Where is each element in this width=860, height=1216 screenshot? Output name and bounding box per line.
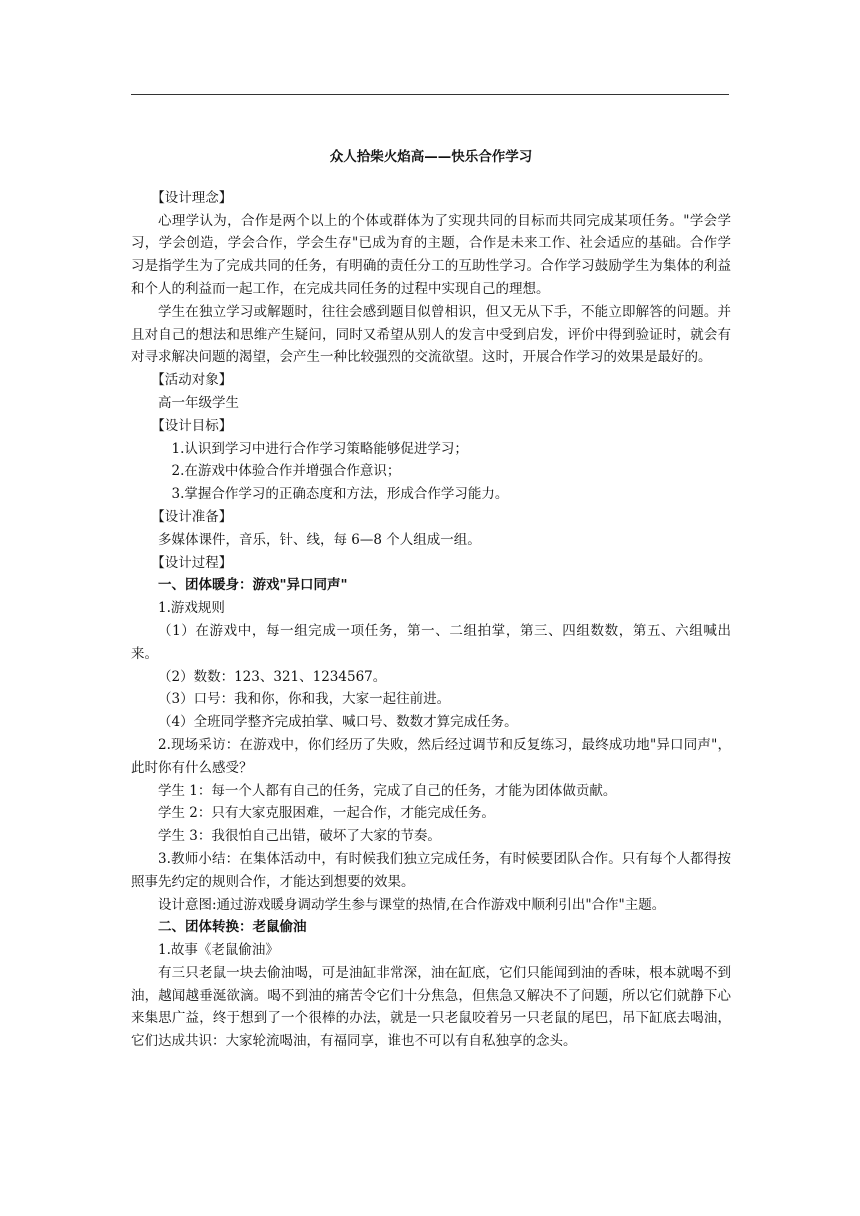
- prep-text: 多媒体课件，音乐，针、线，每 6—8 个人组成一组。: [158, 531, 481, 548]
- interview-text: 2.现场采访：在游戏中，你们经历了失败，然后经过调节和反复练习，最终成功地"异口同声"，此时你有什么感受？: [131, 736, 731, 776]
- story-heading: 1.故事《老鼠偷油》: [158, 942, 279, 959]
- rules-heading: 1.游戏规则: [158, 600, 225, 617]
- header-rule: [131, 94, 729, 95]
- rule-item: （2）数数：123、321、1234567。: [158, 668, 387, 685]
- rule-item: （3）口号：我和你，你和我，大家一起往前进。: [158, 691, 451, 708]
- teacher-summary: 3.教师小结：在集体活动中，有时候我们独立完成任务，有时候要团队合作。只有每个人都得按照事先约定的规则合作，才能达到想要的效果。: [131, 850, 731, 890]
- design-intent: 设计意图:通过游戏暖身调动学生参与课堂的热情,在合作游戏中顺利引出"合作"主题。: [158, 896, 666, 913]
- document-body: [131, 146, 731, 1053]
- rule-item: （4）全班同学整齐完成拍掌、喊口号、数数才算完成任务。: [158, 714, 518, 731]
- concept-heading: 【设计理念】: [151, 189, 233, 206]
- object-text: 高一年级学生: [158, 394, 239, 411]
- goal-item: 1.认识到学习中进行合作学习策略能够促进学习；: [171, 440, 468, 457]
- document-title: 众人拾柴火焰高——快乐合作学习: [329, 149, 533, 165]
- goal-item: 3.掌握合作学习的正确态度和方法，形成合作学习能力。: [171, 486, 509, 503]
- rule-item: （1）在游戏中，每一组完成一项任务，第一、二组拍掌，第三、四组数数，第五、六组喊出来。: [131, 622, 731, 662]
- goal-item: 2.在游戏中体验合作并增强合作意识；: [171, 463, 401, 480]
- student-response: 学生 1：每一个人都有自己的任务，完成了自己的任务，才能为团体做贡献。: [158, 782, 617, 799]
- part1-heading: 一、团体暖身：游戏"异口同声": [158, 577, 348, 594]
- concept-paragraph-1: 心理学认为，合作是两个以上的个体或群体为了实现共同的目标而共同完成某项任务。"学会学习，学会创造，学会合作，学会生存"已成为育的主题，合作是未来工作、社会适应的基础。合作学习是指学生为了完成共同的任务，有明确的责任分工的互助性学习。合作学习鼓励学生为集体的利益和个人的利益而一起工作，在完成共同任务的过程中实现自己的理想。: [131, 212, 731, 297]
- student-response: 学生 3：我很怕自己出错，破坏了大家的节奏。: [158, 828, 441, 845]
- goal-heading: 【设计目标】: [151, 417, 233, 434]
- story-text: 有三只老鼠一块去偷油喝，可是油缸非常深，油在缸底，它们只能闻到油的香味，根本就喝不到油，越闻越垂涎欲滴。喝不到油的痛苦令它们十分焦急，但焦急又解决不了问题，所以它们就静下心来集思广益，终于想到了一个很棒的办法，就是一只老鼠咬着另一只老鼠的尾巴，吊下缸底去喝油，它们达成共识：大家轮流喝油，有福同享，谁也不可以有自私独享的念头。: [131, 964, 731, 1050]
- student-response: 学生 2：只有大家克服困难，一起合作，才能完成任务。: [158, 805, 495, 822]
- object-heading: 【活动对象】: [151, 372, 233, 389]
- part2-heading: 二、团体转换：老鼠偷油: [158, 919, 307, 936]
- concept-paragraph-2: 学生在独立学习或解题时，往往会感到题目似曾相识，但又无从下手，不能立即解答的问题。并且对自己的想法和思维产生疑问，同时又希望从别人的发言中受到启发，评价中得到验证时，就会有对寻求解决问题的渴望，会产生一种比较强烈的交流欲望。这时，开展合作学习的效果是最好的。: [131, 303, 731, 366]
- process-heading: 【设计过程】: [151, 554, 233, 571]
- prep-heading: 【设计准备】: [151, 508, 233, 525]
